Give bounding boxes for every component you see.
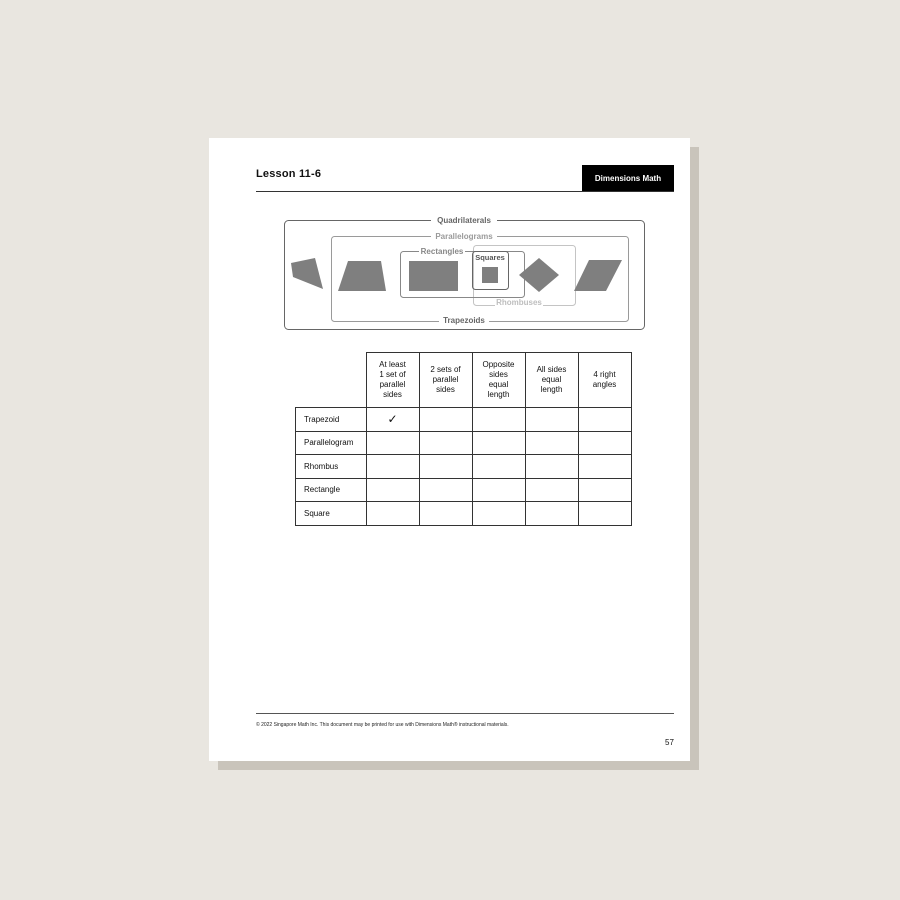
table-cell[interactable] <box>578 502 631 526</box>
table-cell[interactable] <box>578 408 631 432</box>
table-cell[interactable] <box>472 478 525 502</box>
table-header-row <box>296 353 632 408</box>
column-header: At least 1 set of parallel sides <box>366 353 419 408</box>
table-cell[interactable] <box>419 431 472 455</box>
table-cell[interactable] <box>578 455 631 479</box>
parallelogram-shape <box>574 260 622 291</box>
table-cell[interactable] <box>525 408 578 432</box>
table-cell[interactable] <box>525 502 578 526</box>
column-header: All sides equal length <box>525 353 578 408</box>
table-cell[interactable] <box>472 431 525 455</box>
table-cell[interactable] <box>525 455 578 479</box>
column-header: 2 sets of parallel sides <box>419 353 472 408</box>
quadrilateral-venn-diagram <box>283 216 647 332</box>
rectangle-shape <box>409 261 458 291</box>
table-cell[interactable]: ✓ <box>366 408 419 432</box>
row-label: Rectangle <box>296 478 367 502</box>
square-shape <box>482 267 498 283</box>
table-cell[interactable] <box>472 408 525 432</box>
column-header: Opposite sides equal length <box>472 353 525 408</box>
lesson-title: Lesson 11-6 <box>256 168 322 180</box>
table-cell[interactable] <box>419 502 472 526</box>
table-cell[interactable] <box>578 431 631 455</box>
table-cell[interactable] <box>419 478 472 502</box>
table-row <box>296 455 632 479</box>
row-label: Parallelogram <box>296 431 367 455</box>
table-cell[interactable] <box>366 478 419 502</box>
squares-label: Squares <box>475 253 505 262</box>
table-cell[interactable] <box>472 455 525 479</box>
table-row <box>296 502 632 526</box>
table-cell[interactable] <box>525 431 578 455</box>
row-label: Square <box>296 502 367 526</box>
irregular-quadrilateral-shape <box>291 258 323 289</box>
properties-table <box>295 352 632 526</box>
page-number: 57 <box>665 738 674 747</box>
table-cell[interactable] <box>525 478 578 502</box>
table-cell[interactable] <box>419 455 472 479</box>
copyright-notice: © 2022 Singapore Math Inc. This document may be printed for use with Dimensions Math® instructional materials. <box>256 722 509 728</box>
table-cell[interactable] <box>366 431 419 455</box>
row-label: Rhombus <box>296 455 367 479</box>
rhombuses-label: Rhombuses <box>496 298 542 307</box>
rectangles-label: Rectangles <box>420 247 464 256</box>
trapezoids-label: Trapezoids <box>443 316 485 325</box>
table-cell[interactable] <box>366 502 419 526</box>
parallelograms-label: Parallelograms <box>435 232 493 241</box>
table-corner-cell <box>296 353 367 408</box>
column-header: 4 right angles <box>578 353 631 408</box>
worksheet-page <box>209 138 690 761</box>
table-cell[interactable] <box>419 408 472 432</box>
quadrilaterals-label: Quadrilaterals <box>437 216 491 225</box>
table-row <box>296 431 632 455</box>
header-divider <box>256 191 674 192</box>
table-row <box>296 408 632 432</box>
table-cell[interactable] <box>366 455 419 479</box>
table-cell[interactable] <box>578 478 631 502</box>
brand-badge: Dimensions Math <box>582 165 674 192</box>
row-label: Trapezoid <box>296 408 367 432</box>
table-row <box>296 478 632 502</box>
trapezoid-shape <box>338 261 386 291</box>
footer-divider <box>256 713 674 714</box>
table-cell[interactable] <box>472 502 525 526</box>
